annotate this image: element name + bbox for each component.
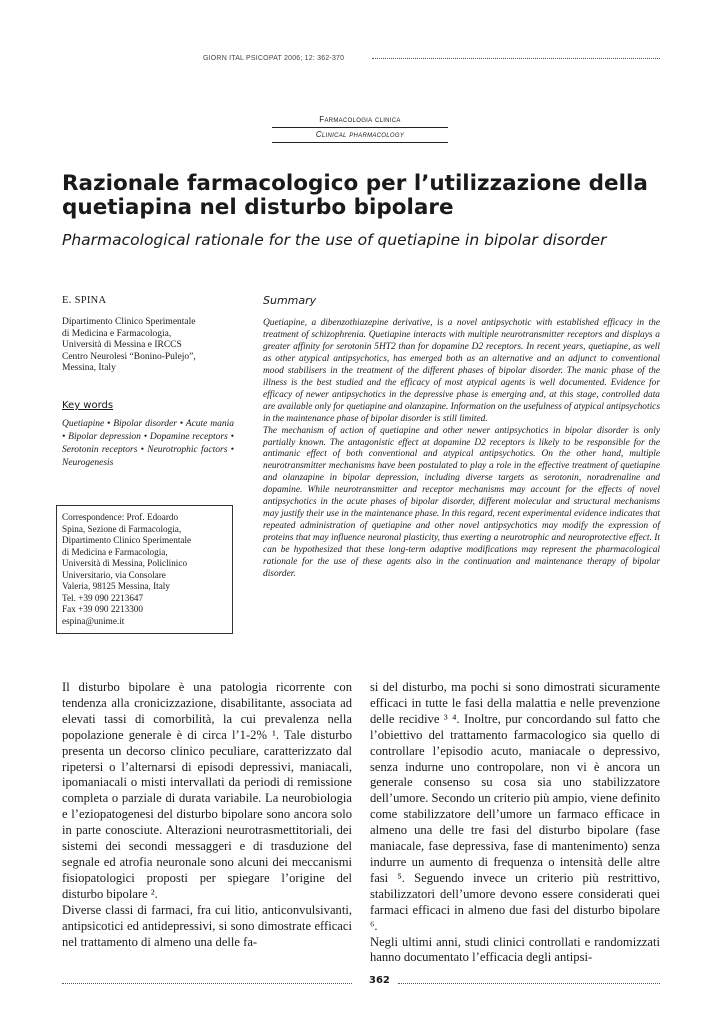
body-paragraph: Diverse classi di farmaci, fra cui litio, anticonvulsivanti, antipsicotici ed antidepressivi, si sono dimostrate efficaci nel trattamento di almeno una delle fa- xyxy=(62,902,352,949)
affiliation-line: Università di Messina e IRCCS xyxy=(62,340,182,350)
body-paragraph: Il disturbo bipolare è una patologia ricorrente con tendenza alla cronicizzazione, disabilitante, associata ad elevati tassi di comorbilità, la cui prevalenza nella popolazione generale è di circa l’1-2% ¹. Tale disturbo presenta un decorso clinico peculiare, caratterizzato dal ripetersi o l’alternarsi di episodi depressivi, maniacali, ipomaniacali o misti intervallati da periodi di remissione completa o parziale di durata variabile. La neurobiologia e l’eziopatogenesi del disturbo bipolare sono ancora solo in parte conosciute. Alterazioni neurotrasmettitoriali, dei sistemi dei secondi messaggeri e di trasduzione del segnale ed atrofia neuronale sono alcuni dei meccanismi fisiopatologici proposti per spiegare l’origine del disturbo bipolare ². xyxy=(62,680,352,901)
correspondence-line: di Medicina e Farmacologia, xyxy=(62,546,168,557)
header-dotted-rule xyxy=(372,58,660,59)
correspondence-line: Universitario, via Consolare xyxy=(62,569,166,580)
section-label-italian: Farmacologia clinica xyxy=(272,115,448,128)
affiliation-line: di Medicina e Farmacologia, xyxy=(62,328,172,339)
section-label xyxy=(272,115,448,143)
summary-heading: Summary xyxy=(263,294,317,307)
keywords-heading: Key words xyxy=(62,400,114,411)
correspondence-line: Valeria, 98125 Messina, Italy xyxy=(62,581,170,591)
correspondence-line: Spina, Sezione di Farmacologia, xyxy=(62,523,182,534)
author-name: E. SPINA xyxy=(62,295,107,306)
correspondence-line: Tel. +39 090 2213647 xyxy=(62,592,144,603)
body-paragraph: si del disturbo, ma pochi si sono dimostrati sicuramente efficaci in tutte le fasi della malattia e nelle prevenzione delle recidive ³ ⁴. Inoltre, pur concordando sul fatto che l’obiettivo del trattamento farmacologico sia quello di controllare l’episodio acuto, maniacale o depressivo, senza indurne uno contropolare, non vi è ancora un generale consenso su cosa sia uno stabilizzatore dell’umore. Secondo un criterio più ampio, viene definito come stabilizzatore dell’umore un farmaco efficace in almeno una delle tre fasi del disturbo bipolare (fase maniacale, fase depressiva, fase di mantenimento) senza indurre un aumento di frequenza o intensità delle altre fasi ⁵. Seguendo invece un criterio più restrittivo, stabilizzatori dell’umore devono essere considerati quei farmaci efficaci in almeno due fasi del disturbo bipolare ⁶. xyxy=(370,680,660,933)
keywords-list: Quetiapine • Bipolar disorder • Acute mania • Bipolar depression • Dopamine receptors • Serotonin receptors • Neurotrophic factors • Neurogenesis xyxy=(62,419,234,468)
affiliation-line: Centro Neurolesi “Bonino-Pulejo”, xyxy=(62,351,196,362)
body-paragraph: Negli ultimi anni, studi clinici controllati e randomizzati hanno documentato l’efficacia degli antipsi- xyxy=(370,934,660,965)
article-subtitle: Pharmacological rationale for the use of quetiapine in bipolar disorder xyxy=(62,231,607,249)
correspondence-line: Fax +39 090 2213300 xyxy=(62,604,143,614)
article-title: Razionale farmacologico per l’utilizzazione della quetiapina nel disturbo bipolare xyxy=(62,171,648,220)
correspondence-line: Università di Messina, Policlinico xyxy=(62,558,188,568)
summary-text xyxy=(263,318,660,581)
affiliation-line: Messina, Italy xyxy=(62,363,116,373)
correspondence-box xyxy=(56,505,233,634)
summary-paragraph: Quetiapine, a dibenzothiazepine derivative, is a novel antipsychotic with established efficacy in the treatment of schizophrenia. Quetiapine interacts with multiple neurotransmitter receptors and displays a greater affinity for serotonin 5HT2 than for dopamine D2 receptors. In recent years, quetiapine, as well as other atypical antipsychotics, has emerged both as an alternative and an adjunct to conventional mood stabilisers in the treatment of the different phases of bipolar disorder. The manic phase of the illness is the best studied and the efficacy of most atypical agents is well documented. Evidence for efficacy of newer antipsychotics in the depressive phase is emerging and, at this stage, controlled data are available only for quetiapine and olanzapine. Information on the usefulness of atypical antipsychotics in the maintenance phase of bipolar disorder is still limited. xyxy=(263,318,660,424)
body-column-right xyxy=(370,680,660,966)
footer-dotted-rule-left xyxy=(62,983,352,984)
footer-dotted-rule-right xyxy=(398,983,660,984)
page-number: 362 xyxy=(369,975,390,986)
summary-paragraph: The mechanism of action of quetiapine and other newer antipsychotics in bipolar disorder is only partially known. The antagonistic effect at dopamine D2 receptors is likely to be responsible for the antimanic effect of both conventional and atypical antipsychotics. On the other hand, multiple neurotransmitter mechanisms have been postulated to play a role in the effective treatment of quetiapine and olanzapine in bipolar depression, including diverse targets as serotonin, noradrenaline and dopamine. While neurotransmitter and receptor mechanisms may account for the effects of novel antipsychotics in the acute phases of bipolar disorder, different molecular and structural mechanisms may justify their use in the maintenance phase. In this regard, recent experimental evidence indicates that repeated administration of quetiapine and other novel antipsychotics may modify the expression of proteins that may influence neuronal plasticity, thus exerting a neurotrophic and neuroprotective effect. It can be hypothesized that these long-term adaptive modifications may represent the pharmacological rationale for the use of these agents also in the continuation and maintenance therapy of bipolar disorder. xyxy=(263,425,660,580)
journal-header: GIORN ITAL PSICOPAT 2006; 12: 362-370 xyxy=(203,55,345,62)
section-label-english: Clinical pharmacology xyxy=(272,128,448,143)
affiliation-line: Dipartimento Clinico Sperimentale xyxy=(62,317,196,327)
author-affiliation xyxy=(62,317,242,375)
correspondence-line: Correspondence: Prof. Edoardo xyxy=(62,512,179,522)
body-column-left xyxy=(62,680,352,950)
correspondence-email[interactable]: espina@unime.it xyxy=(62,615,125,626)
correspondence-line: Dipartimento Clinico Sperimentale xyxy=(62,535,192,545)
